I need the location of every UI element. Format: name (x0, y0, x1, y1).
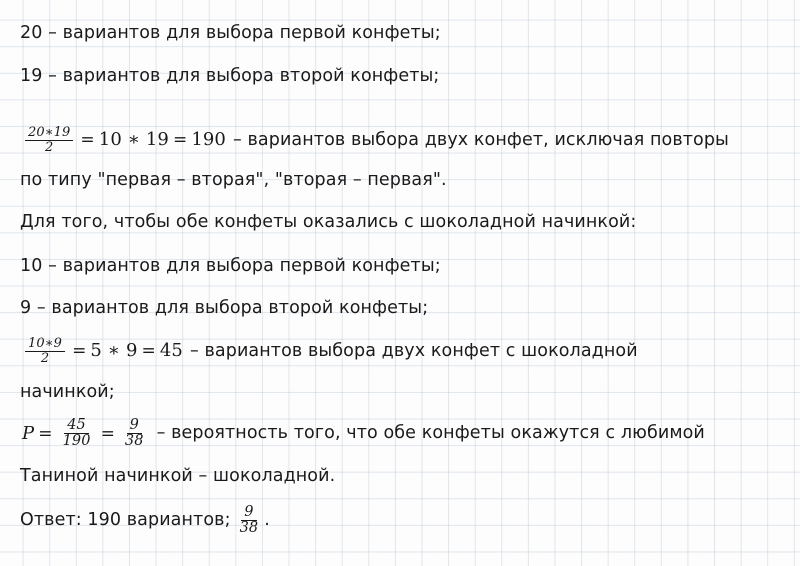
fraction-denominator: 190 (62, 433, 91, 450)
formula-line-chocolate-variants (22, 337, 638, 365)
fraction-denominator: 38 (239, 520, 259, 537)
text-line-5 (20, 212, 636, 233)
formula-line-total-variants (22, 126, 729, 154)
fraction-denominator: 2 (45, 139, 54, 155)
value-10-times-19: 10 ∗ 19 (98, 129, 169, 151)
line-6-text: 10 – вариантов для выбора первой конфеты; (20, 256, 441, 276)
equals-sign-1: = (38, 423, 53, 444)
text-line-7 (20, 298, 428, 319)
line-5-text: Для того, чтобы обе конфеты оказались с шоколадной начинкой: (20, 212, 637, 232)
formula-line-probability (22, 418, 705, 449)
equals-sign-2: = (172, 129, 188, 150)
fraction-numerator: 10∗9 (25, 337, 65, 352)
line-3-text: – вариантов выбора двух конфет, исключая повторы (233, 129, 729, 150)
value-5-times-9: 5 ∗ 9 (90, 340, 138, 362)
fraction-45-over-190 (60, 418, 94, 449)
fraction-numerator: 9 (241, 505, 256, 521)
answer-fraction-9-over-38 (237, 505, 262, 536)
fraction-10x9-over-2 (25, 337, 65, 365)
text-line-1 (20, 23, 441, 44)
value-190: 190 (191, 129, 226, 151)
equals-sign-1: = (80, 129, 95, 150)
text-line-9 (20, 382, 115, 403)
text-line-6 (20, 256, 441, 277)
line-7-text: 9 – вариантов для выбора второй конфеты; (20, 298, 429, 318)
text-line-2 (20, 66, 439, 87)
fraction-denominator: 38 (124, 433, 144, 450)
line-9-text: начинкой; (20, 382, 115, 402)
line-10-text: – вероятность того, что обе конфеты окажутся с любимой (156, 423, 705, 444)
fraction-9-over-38 (122, 418, 147, 449)
line-2-text: 19 – вариантов для выбора второй конфеты; (20, 66, 440, 86)
fraction-numerator: 20∗19 (25, 126, 73, 141)
answer-prefix: Ответ: 190 вариантов; (20, 510, 231, 531)
line-11-text: Таниной начинкой – шоколадной. (20, 466, 336, 486)
equals-sign-2: = (141, 340, 156, 361)
line-1-text: 20 – вариантов для выбора первой конфеты; (20, 23, 441, 43)
line-4-text: по типу "первая – вторая", "вторая – первая". (20, 170, 447, 190)
equals-sign-2: = (100, 423, 115, 444)
fraction-denominator: 2 (40, 350, 50, 366)
text-line-11 (20, 466, 335, 487)
answer-suffix: . (264, 510, 270, 531)
equals-sign-1: = (72, 340, 87, 361)
fraction-numerator: 9 (127, 418, 142, 434)
answer-line (20, 505, 270, 536)
value-45: 45 (159, 340, 183, 362)
fraction-numerator: 45 (64, 418, 89, 434)
variable-P: P (22, 422, 35, 444)
fraction-20x19-over-2 (25, 126, 73, 154)
line-8-text: – вариантов выбора двух конфет с шоколадной (189, 340, 638, 361)
text-line-4 (20, 170, 447, 191)
